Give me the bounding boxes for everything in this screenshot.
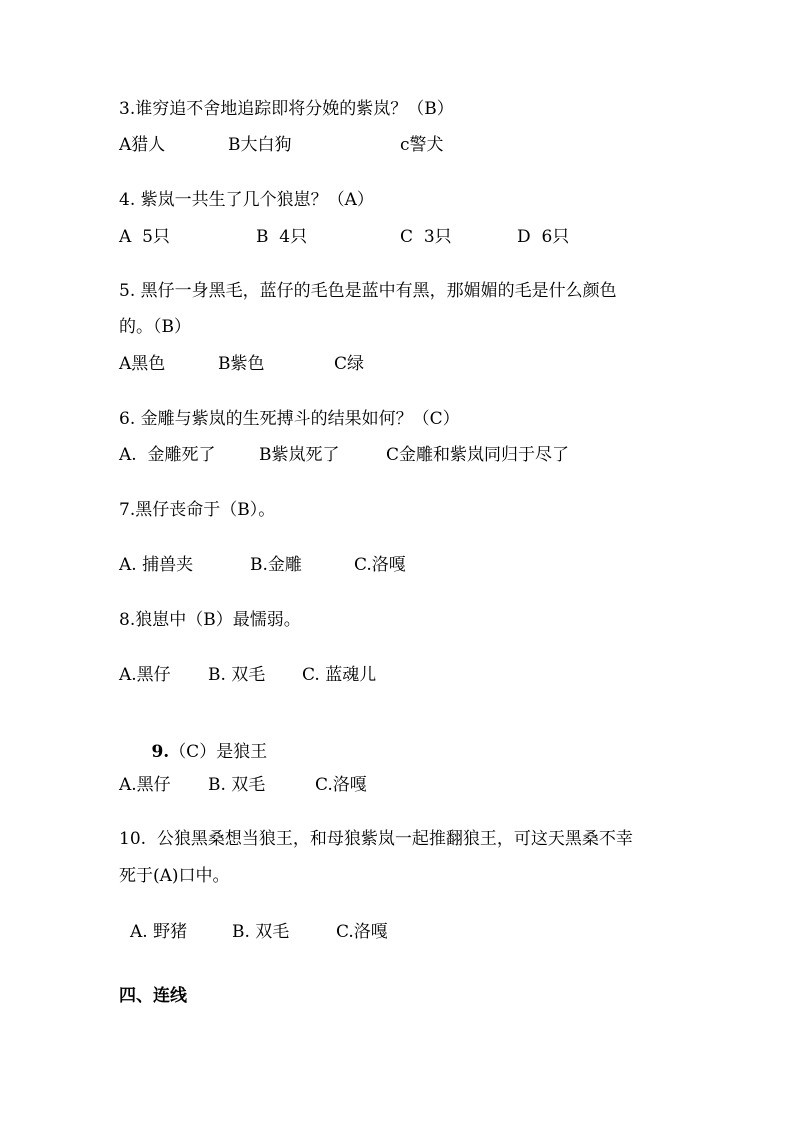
option-a: A.黑仔 xyxy=(119,665,171,685)
question-stem: 3.谁穷追不舍地追踪即将分娩的紫岚？（B） xyxy=(119,99,454,119)
question-stem: 6. 金雕与紫岚的生死搏斗的结果如何？（C） xyxy=(119,409,460,429)
option-c: C.洛嘎 xyxy=(336,922,388,942)
section-heading: 四、连线 xyxy=(119,986,187,1006)
option-c: C 3只 xyxy=(400,227,452,247)
option-d: D 6只 xyxy=(517,227,570,247)
option-b: B紫色 xyxy=(218,354,265,374)
question-stem-line-2: 死于(A)口中。 xyxy=(119,866,230,886)
question-stem-line-1: 5. 黑仔一身黑毛，蓝仔的毛色是蓝中有黑，那媚媚的毛是什么颜色 xyxy=(119,281,617,301)
option-a: A. 捕兽夹 xyxy=(119,555,194,575)
option-b: B. 双毛 xyxy=(232,922,290,942)
option-c: C. 蓝魂儿 xyxy=(302,665,377,685)
option-c: C.洛嘎 xyxy=(354,555,406,575)
option-c: C.洛嘎 xyxy=(315,775,367,795)
option-b: B.金雕 xyxy=(250,555,302,575)
option-a: A猎人 xyxy=(119,135,166,155)
option-b: B. 双毛 xyxy=(208,775,266,795)
option-a: A. 野猪 xyxy=(130,922,188,942)
option-c: c警犬 xyxy=(400,135,444,155)
question-text: （C）是狼王 xyxy=(169,742,268,762)
question-stem-line-2: 的。（B） xyxy=(119,317,191,337)
option-b: B. 双毛 xyxy=(208,665,266,685)
option-b: B大白狗 xyxy=(228,135,292,155)
option-c: C绿 xyxy=(334,354,365,374)
question-number: 9. xyxy=(151,742,170,762)
option-b: B紫岚死了 xyxy=(259,445,340,465)
option-a: A黑色 xyxy=(119,354,166,374)
option-a: A. 金雕死了 xyxy=(119,445,216,465)
option-b: B 4只 xyxy=(256,227,308,247)
question-stem: 4. 紫岚一共生了几个狼崽？（A） xyxy=(119,190,374,210)
question-stem: 7.黑仔丧命于（B）。 xyxy=(119,500,276,520)
option-a: A 5只 xyxy=(119,227,170,247)
option-c: C金雕和紫岚同归于尽了 xyxy=(386,445,570,465)
option-a: A.黑仔 xyxy=(119,775,171,795)
question-stem-line-1: 10. 公狼黑桑想当狼王，和母狼紫岚一起推翻狼王，可这天黑桑不幸 xyxy=(119,829,633,849)
question-stem: 8.狼崽中（B）最懦弱。 xyxy=(119,610,301,630)
